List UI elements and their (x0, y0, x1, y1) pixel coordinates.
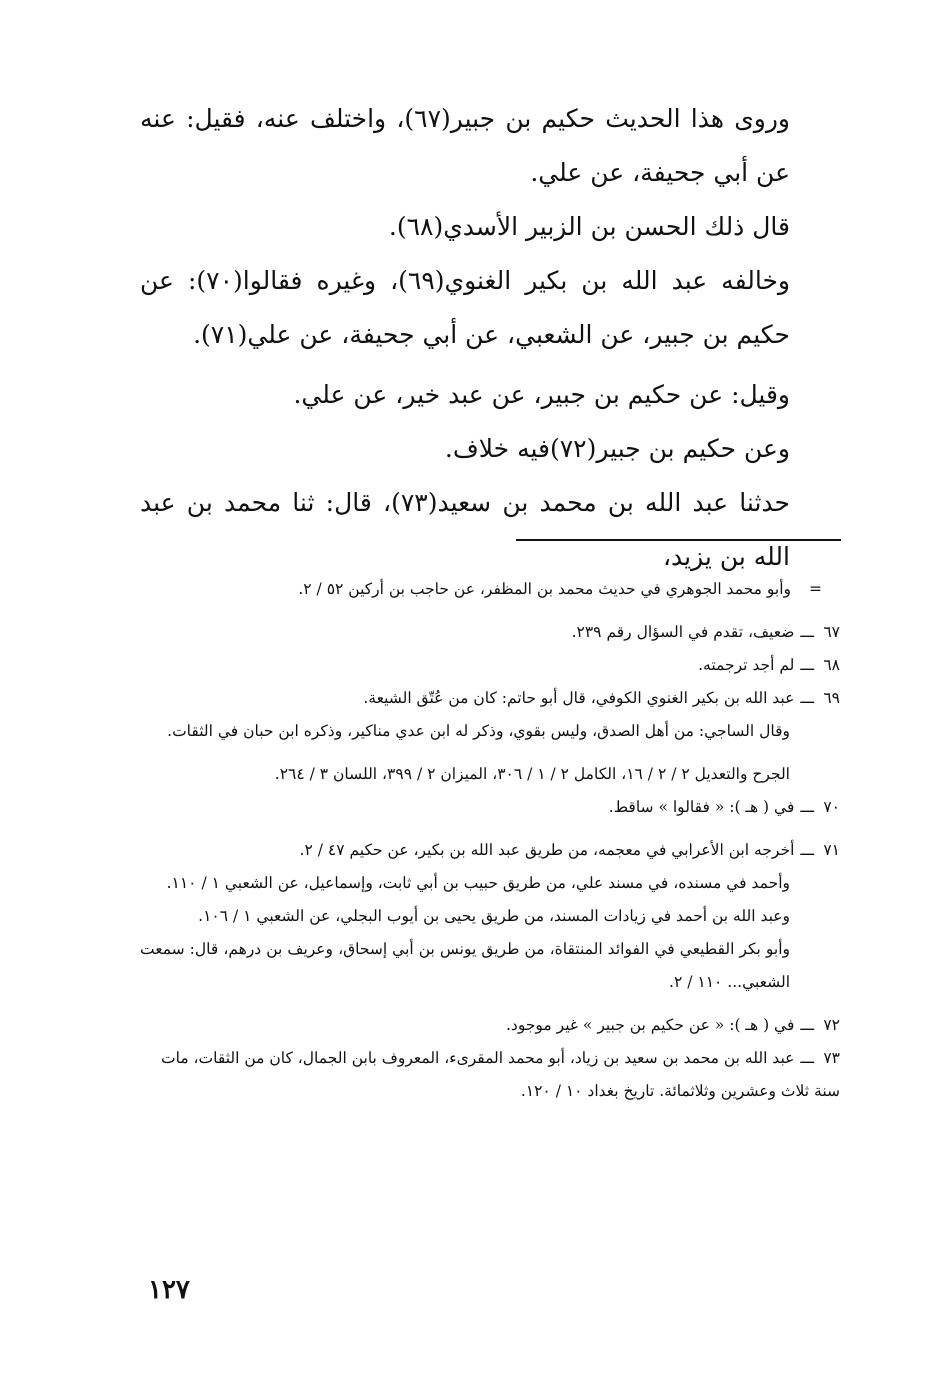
footnote-subparagraph: وعبد الله بن أحمد في زيادات المسند، من طريق يحيى بن أيوب البجلي، عن الشعبي ١ / ١٠٦. (198, 907, 790, 925)
footnote-71 (140, 834, 840, 999)
paragraph-1: وروى هذا الحديث حكيم بن جبير(٦٧)، واختلف عنه، فقيل: عنه عن أبي جحيفة، عن علي. (140, 104, 791, 187)
footnote-text: أخرجه ابن الأعرابي في معجمه، من طريق عبد الله بن بكير، عن حكيم ٤٧ / ٢. (299, 841, 795, 859)
footnote-dash: ـــ (800, 1016, 814, 1034)
footnote-text: في ( هـ ): « فقالوا » ساقط. (608, 798, 795, 816)
footnote-number: ٧٣ (823, 1049, 840, 1067)
footnote-number: ٧١ (823, 841, 840, 859)
footnote-subparagraph: وقال الساجي: من أهل الصدق، وليس بقوي، وذكر له ابن عدي مناكير، وذكره ابن حبان في الثقات. (167, 722, 790, 740)
footnotes (140, 573, 840, 1108)
paragraph-4: وقيل: عن حكيم بن جبير، عن عبد خير، عن علي. (293, 380, 790, 409)
main-text (140, 92, 840, 584)
page-number: ١٢٧ (148, 1275, 190, 1305)
continuation-text: وأبو محمد الجوهري في حديث محمد بن المظفر، عن حاجب بن أركين ٥٢ / ٢. (298, 580, 791, 598)
footnote-number: ٧٠ (823, 798, 840, 816)
footnote-72 (140, 1009, 840, 1042)
footnote-dash: ـــ (800, 689, 814, 707)
footnote-subparagraph: وأحمد في مسنده، في مسند علي، من طريق حبيب بن أبي ثابت، وإسماعيل، عن الشعبي ١ / ١١٠. (166, 874, 790, 892)
footnote-69 (140, 682, 840, 791)
paragraph-2: قال ذلك الحسن بن الزبير الأسدي(٦٨). (388, 212, 790, 241)
footnote-70 (140, 791, 840, 824)
footnote-continuation (140, 573, 840, 606)
footnote-67 (140, 616, 840, 649)
paragraph-5: وعن حكيم بن جبير(٧٢)فيه خلاف. (444, 434, 790, 463)
footnote-text: عبد الله بن بكير الغنوي الكوفي، قال أبو حاتم: كان من عُتّق الشيعة. (363, 689, 795, 707)
footnote-dash: ـــ (800, 798, 814, 816)
footnote-dash: ـــ (800, 656, 814, 674)
footnote-text: في ( هـ ): « عن حكيم بن جبير » غير موجود. (506, 1016, 795, 1034)
footnote-subparagraph: الجرح والتعديل ٢ / ٢ / ١٦، الكامل ٢ / ١ / ٣٠٦، الميزان ٢ / ٣٩٩، اللسان ٣ / ٢٦٤. (274, 765, 790, 783)
footnote-separator (516, 539, 841, 541)
footnote-text: عبد الله بن محمد بن سعيد بن زياد، أبو محمد المقرىء، المعروف بابن الجمال، كان من الثقات، مات سنة ثلاث وعشرين وثلاثمائة. تاريخ بغداد ١٠ / ١٢٠. (161, 1049, 840, 1100)
paragraph-6: حدثنا عبد الله بن محمد بن سعيد(٧٣)، قال: ثنا محمد بن عبد الله بن يزيد، (140, 488, 790, 571)
continuation-mark: = (809, 580, 822, 598)
footnote-number: ٧٢ (823, 1016, 840, 1034)
footnote-text: ضعيف، تقدم في السؤال رقم ٢٣٩. (571, 623, 795, 641)
footnote-subparagraph: وأبو بكر القطيعي في الفوائد المنتقاة، من طريق يونس بن أبي إسحاق، وعريف بن درهم، قال: سمعت الشعبي... ١١٠ / ٢. (140, 940, 790, 991)
footnote-dash: ـــ (800, 1049, 814, 1067)
footnote-text: لم أجد ترجمته. (698, 656, 795, 674)
footnote-dash: ـــ (800, 623, 814, 641)
footnote-number: ٦٩ (823, 689, 840, 707)
footnote-number: ٦٨ (823, 656, 840, 674)
footnote-dash: ـــ (800, 841, 814, 859)
footnote-68 (140, 649, 840, 682)
paragraph-3: وخالفه عبد الله بن بكير الغنوي(٦٩)، وغيره فقالوا(٧٠): عن حكيم بن جبير، عن الشعبي، عن أبي جحيفة، عن علي(٧١). (140, 266, 790, 349)
footnote-73 (140, 1042, 840, 1108)
footnote-number: ٦٧ (823, 623, 840, 641)
